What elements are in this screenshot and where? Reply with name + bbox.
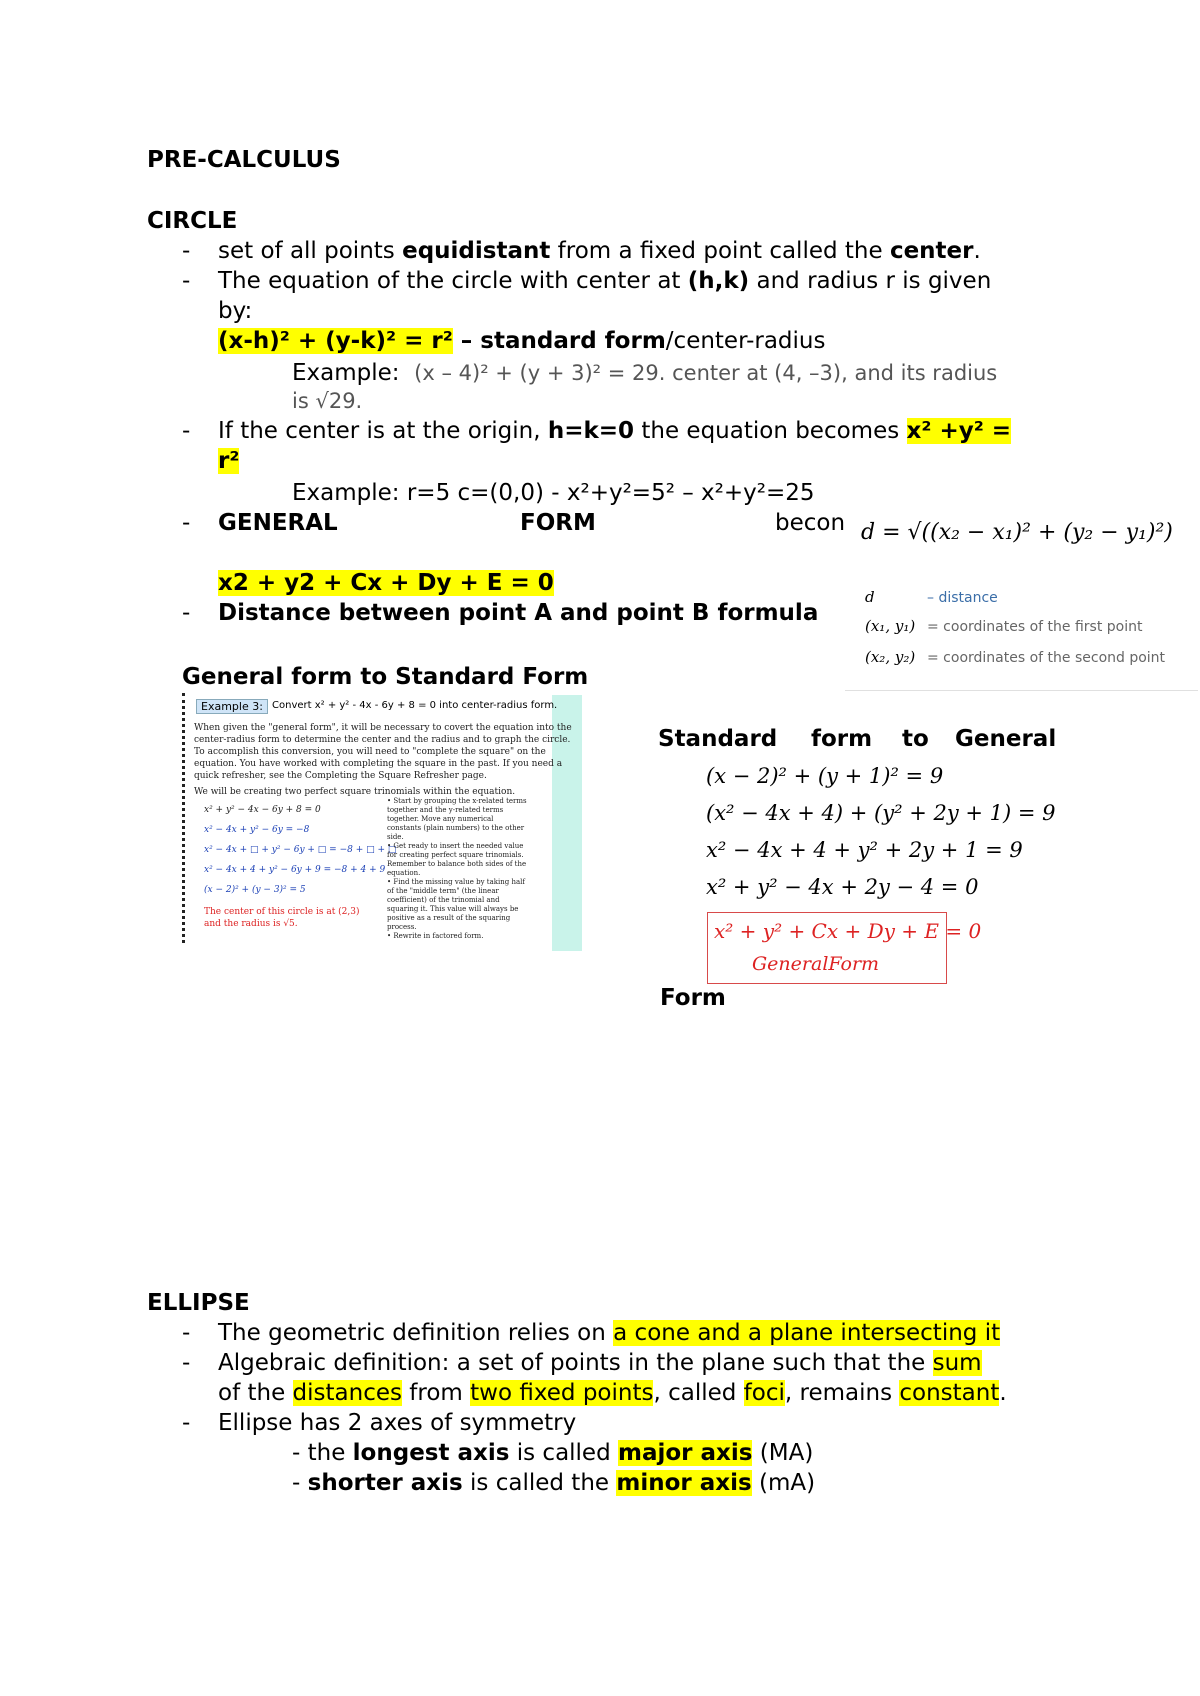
bullet-dash: -	[182, 1320, 191, 1346]
text: - the	[292, 1440, 353, 1466]
bold-text: (h,k)	[687, 268, 750, 294]
ellipse-sub-2	[292, 1468, 815, 1498]
circle-example-2: Example: r=5 c=(0,0) - x²+y²=5² – x²+y²=25	[292, 480, 815, 506]
text: .	[973, 238, 981, 264]
example-text: (x – 4)² + (y + 3)² = 29. center at (4, –3), and its radius	[414, 361, 998, 385]
ellipse-bullet-1	[218, 1318, 1000, 1348]
highlight-text: x2 + y2 + Cx + Dy + E = 0	[218, 570, 554, 596]
bullet-dash: -	[182, 418, 191, 444]
highlight-text: minor axis	[616, 1470, 752, 1496]
bullet-dash: -	[182, 600, 191, 626]
step-line: of the "middle term" (the linear	[387, 887, 499, 895]
std-to-gen-eq-4: x² + y² − 4x + 2y − 4 = 0	[706, 875, 979, 899]
para-line: quick refresher, see the Completing the Square Refresher page.	[194, 771, 487, 781]
text: from	[402, 1380, 471, 1406]
legend-text: = coordinates of the second point	[927, 650, 1166, 666]
center-note: The center of this circle is at (2,3)	[204, 907, 360, 917]
step-line: • Start by grouping the x-related terms	[387, 797, 527, 805]
eq-line: x² + y² − 4x − 6y + 8 = 0	[204, 805, 321, 815]
bullet-dash: -	[182, 1410, 191, 1436]
page-title: PRE-CALCULUS	[147, 147, 341, 173]
eq-line: (x − 2)² + (y − 3)² = 5	[204, 885, 306, 895]
text: and radius r is given	[749, 268, 992, 294]
text: , called	[653, 1380, 744, 1406]
step-line: • Rewrite in factored form.	[387, 932, 484, 940]
legend-symbol: (x₂, y₂)	[865, 648, 916, 666]
standard-form-formula: (x-h)² + (y-k)² = r²	[218, 328, 453, 354]
bold-text: h=k=0	[547, 418, 635, 444]
ellipse-bullet-2	[218, 1348, 982, 1378]
steps-column	[387, 797, 552, 941]
highlight-text: x² +y² =	[906, 418, 1012, 444]
std-to-gen-word-5: Form	[660, 985, 726, 1011]
text: set of all points	[218, 238, 403, 264]
circle-bullet-3	[218, 416, 1011, 446]
bullet-dash: -	[182, 510, 191, 536]
std-to-gen-word-2: form	[811, 726, 873, 752]
legend-symbol: (x₁, y₁)	[865, 617, 916, 635]
ellipse-heading: ELLIPSE	[147, 1290, 250, 1316]
dotted-border	[182, 693, 189, 943]
highlight-text: major axis	[618, 1440, 753, 1466]
text: If the center is at the origin,	[218, 418, 548, 444]
legend-symbol: d	[865, 588, 875, 606]
step-line: process.	[387, 923, 417, 931]
text: , remains	[784, 1380, 900, 1406]
legend-text: = coordinates of the first point	[927, 619, 1143, 635]
text: the equation becomes	[634, 418, 907, 444]
text: /center-radius	[665, 328, 826, 354]
bullet-dash: -	[182, 1350, 191, 1376]
text: (mA)	[751, 1470, 816, 1496]
general-form-word-3: becon	[775, 510, 846, 536]
bullet-dash: -	[182, 238, 191, 264]
legend-text: – distance	[927, 590, 998, 606]
highlight-text: foci	[743, 1380, 785, 1406]
general-form-word-1: GENERAL	[218, 510, 338, 536]
eq-line: x² − 4x + y² − 6y = −8	[204, 825, 310, 835]
text: is called the	[462, 1470, 617, 1496]
distance-formula-label: Distance between point A and point B formula	[218, 600, 819, 626]
highlight-text: r²	[218, 448, 240, 474]
eq-line: x² − 4x + □ + y² − 6y + □ = −8 + □ + □	[204, 845, 397, 855]
step-line: constants (plain numbers) to the other	[387, 824, 525, 832]
gen-to-std-heading: General form to Standard Form	[182, 664, 589, 690]
circle-heading: CIRCLE	[147, 208, 238, 234]
text: from a fixed point called the	[550, 238, 890, 264]
text: of the	[218, 1380, 293, 1406]
step-line: side.	[387, 833, 404, 841]
step-line: equation.	[387, 869, 421, 877]
ellipse-bullet-2-cont	[218, 1378, 1007, 1408]
bullet-dash: -	[182, 268, 191, 294]
circle-example-1-cont: is √29.	[292, 389, 363, 413]
text: The geometric definition relies on	[218, 1320, 614, 1346]
step-line: squaring it. This value will always be	[387, 905, 519, 913]
text: .	[999, 1380, 1007, 1406]
highlight-text: constant	[899, 1380, 1000, 1406]
highlight-text: sum	[932, 1350, 982, 1376]
std-to-gen-word-1: Standard	[658, 726, 778, 752]
std-to-gen-word-3: to	[902, 726, 929, 752]
ellipse-bullet-3: Ellipse has 2 axes of symmetry	[218, 1410, 577, 1436]
para-line: To accomplish this conversion, you will need to "complete the square" on the	[194, 747, 546, 757]
bold-text: longest axis	[352, 1440, 510, 1466]
general-form-box-equation: x² + y² + Cx + Dy + E = 0	[714, 919, 982, 943]
step-line: together. Move any numerical	[387, 815, 494, 823]
circle-example-1	[292, 358, 997, 388]
ellipse-sub-1	[292, 1438, 813, 1468]
example-label: Example 3:	[196, 699, 268, 714]
step-line: Remember to balance both sides of the	[387, 860, 527, 868]
text: Algebraic definition: a set of points in the plane such that the	[218, 1350, 933, 1376]
circle-bullet-2-cont: by:	[218, 298, 253, 324]
para-line: When given the "general form", it will be necessary to covert the equation into the	[194, 723, 572, 733]
general-form-line-3	[218, 568, 554, 598]
general-form-box	[707, 912, 982, 984]
distance-formula-image	[845, 500, 1198, 691]
step-line: positive as a result of the squaring	[387, 914, 511, 922]
para-line: center-radius form to determine the center and the radius and to graph the circle.	[194, 735, 571, 745]
step-line: for creating perfect square trinomials.	[387, 851, 524, 859]
circle-bullet-1	[218, 236, 981, 266]
highlight-text: a cone and a plane intersecting it	[613, 1320, 1001, 1346]
text: is called	[509, 1440, 618, 1466]
std-to-gen-eq-2: (x² − 4x + 4) + (y² + 2y + 1) = 9	[706, 801, 1056, 825]
general-form-box-label: GeneralForm	[752, 953, 880, 975]
general-form-word-2: FORM	[520, 510, 596, 536]
circle-bullet-2	[218, 266, 1060, 296]
step-line: coefficient) of the trinomial and	[387, 896, 500, 904]
text: –	[452, 328, 481, 354]
step-line: • Get ready to insert the needed value	[387, 842, 524, 850]
std-to-gen-eq-1: (x − 2)² + (y + 1)² = 9	[706, 764, 944, 788]
std-to-gen-eq-3: x² − 4x + 4 + y² + 2y + 1 = 9	[706, 838, 1023, 862]
bold-text: center	[889, 238, 974, 264]
bold-text: shorter axis	[307, 1470, 463, 1496]
highlight-text: distances	[292, 1380, 402, 1406]
distance-formula: d = √((x₂ − x₁)² + (y₂ − y₁)²)	[861, 520, 1173, 545]
center-note: and the radius is √5.	[204, 919, 298, 929]
intro-line: We will be creating two perfect square trinomials within the equation.	[194, 787, 516, 797]
example-label: Example:	[292, 360, 400, 386]
example-title: Convert x² + y² - 4x - 6y + 8 = 0 into center-radius form.	[272, 700, 558, 711]
gen-to-std-image	[182, 693, 582, 953]
eq-line: x² − 4x + 4 + y² − 6y + 9 = −8 + 4 + 9	[204, 865, 386, 875]
std-to-gen-word-4: General	[955, 726, 1057, 752]
circle-bullet-3-cont	[218, 446, 239, 476]
text: (MA)	[752, 1440, 814, 1466]
step-line: • Find the missing value by taking half	[387, 878, 525, 886]
standard-form-line	[218, 326, 825, 356]
step-line: together and the y-related terms	[387, 806, 504, 814]
para-line: equation. You have worked with completing the square in the past. If you need a	[194, 759, 563, 769]
text: -	[292, 1470, 308, 1496]
teal-bar	[552, 695, 582, 951]
text: The equation of the circle with center at	[218, 268, 688, 294]
bold-text: standard form	[480, 328, 666, 354]
bold-text: equidistant	[402, 238, 551, 264]
highlight-text: two fixed points	[470, 1380, 654, 1406]
